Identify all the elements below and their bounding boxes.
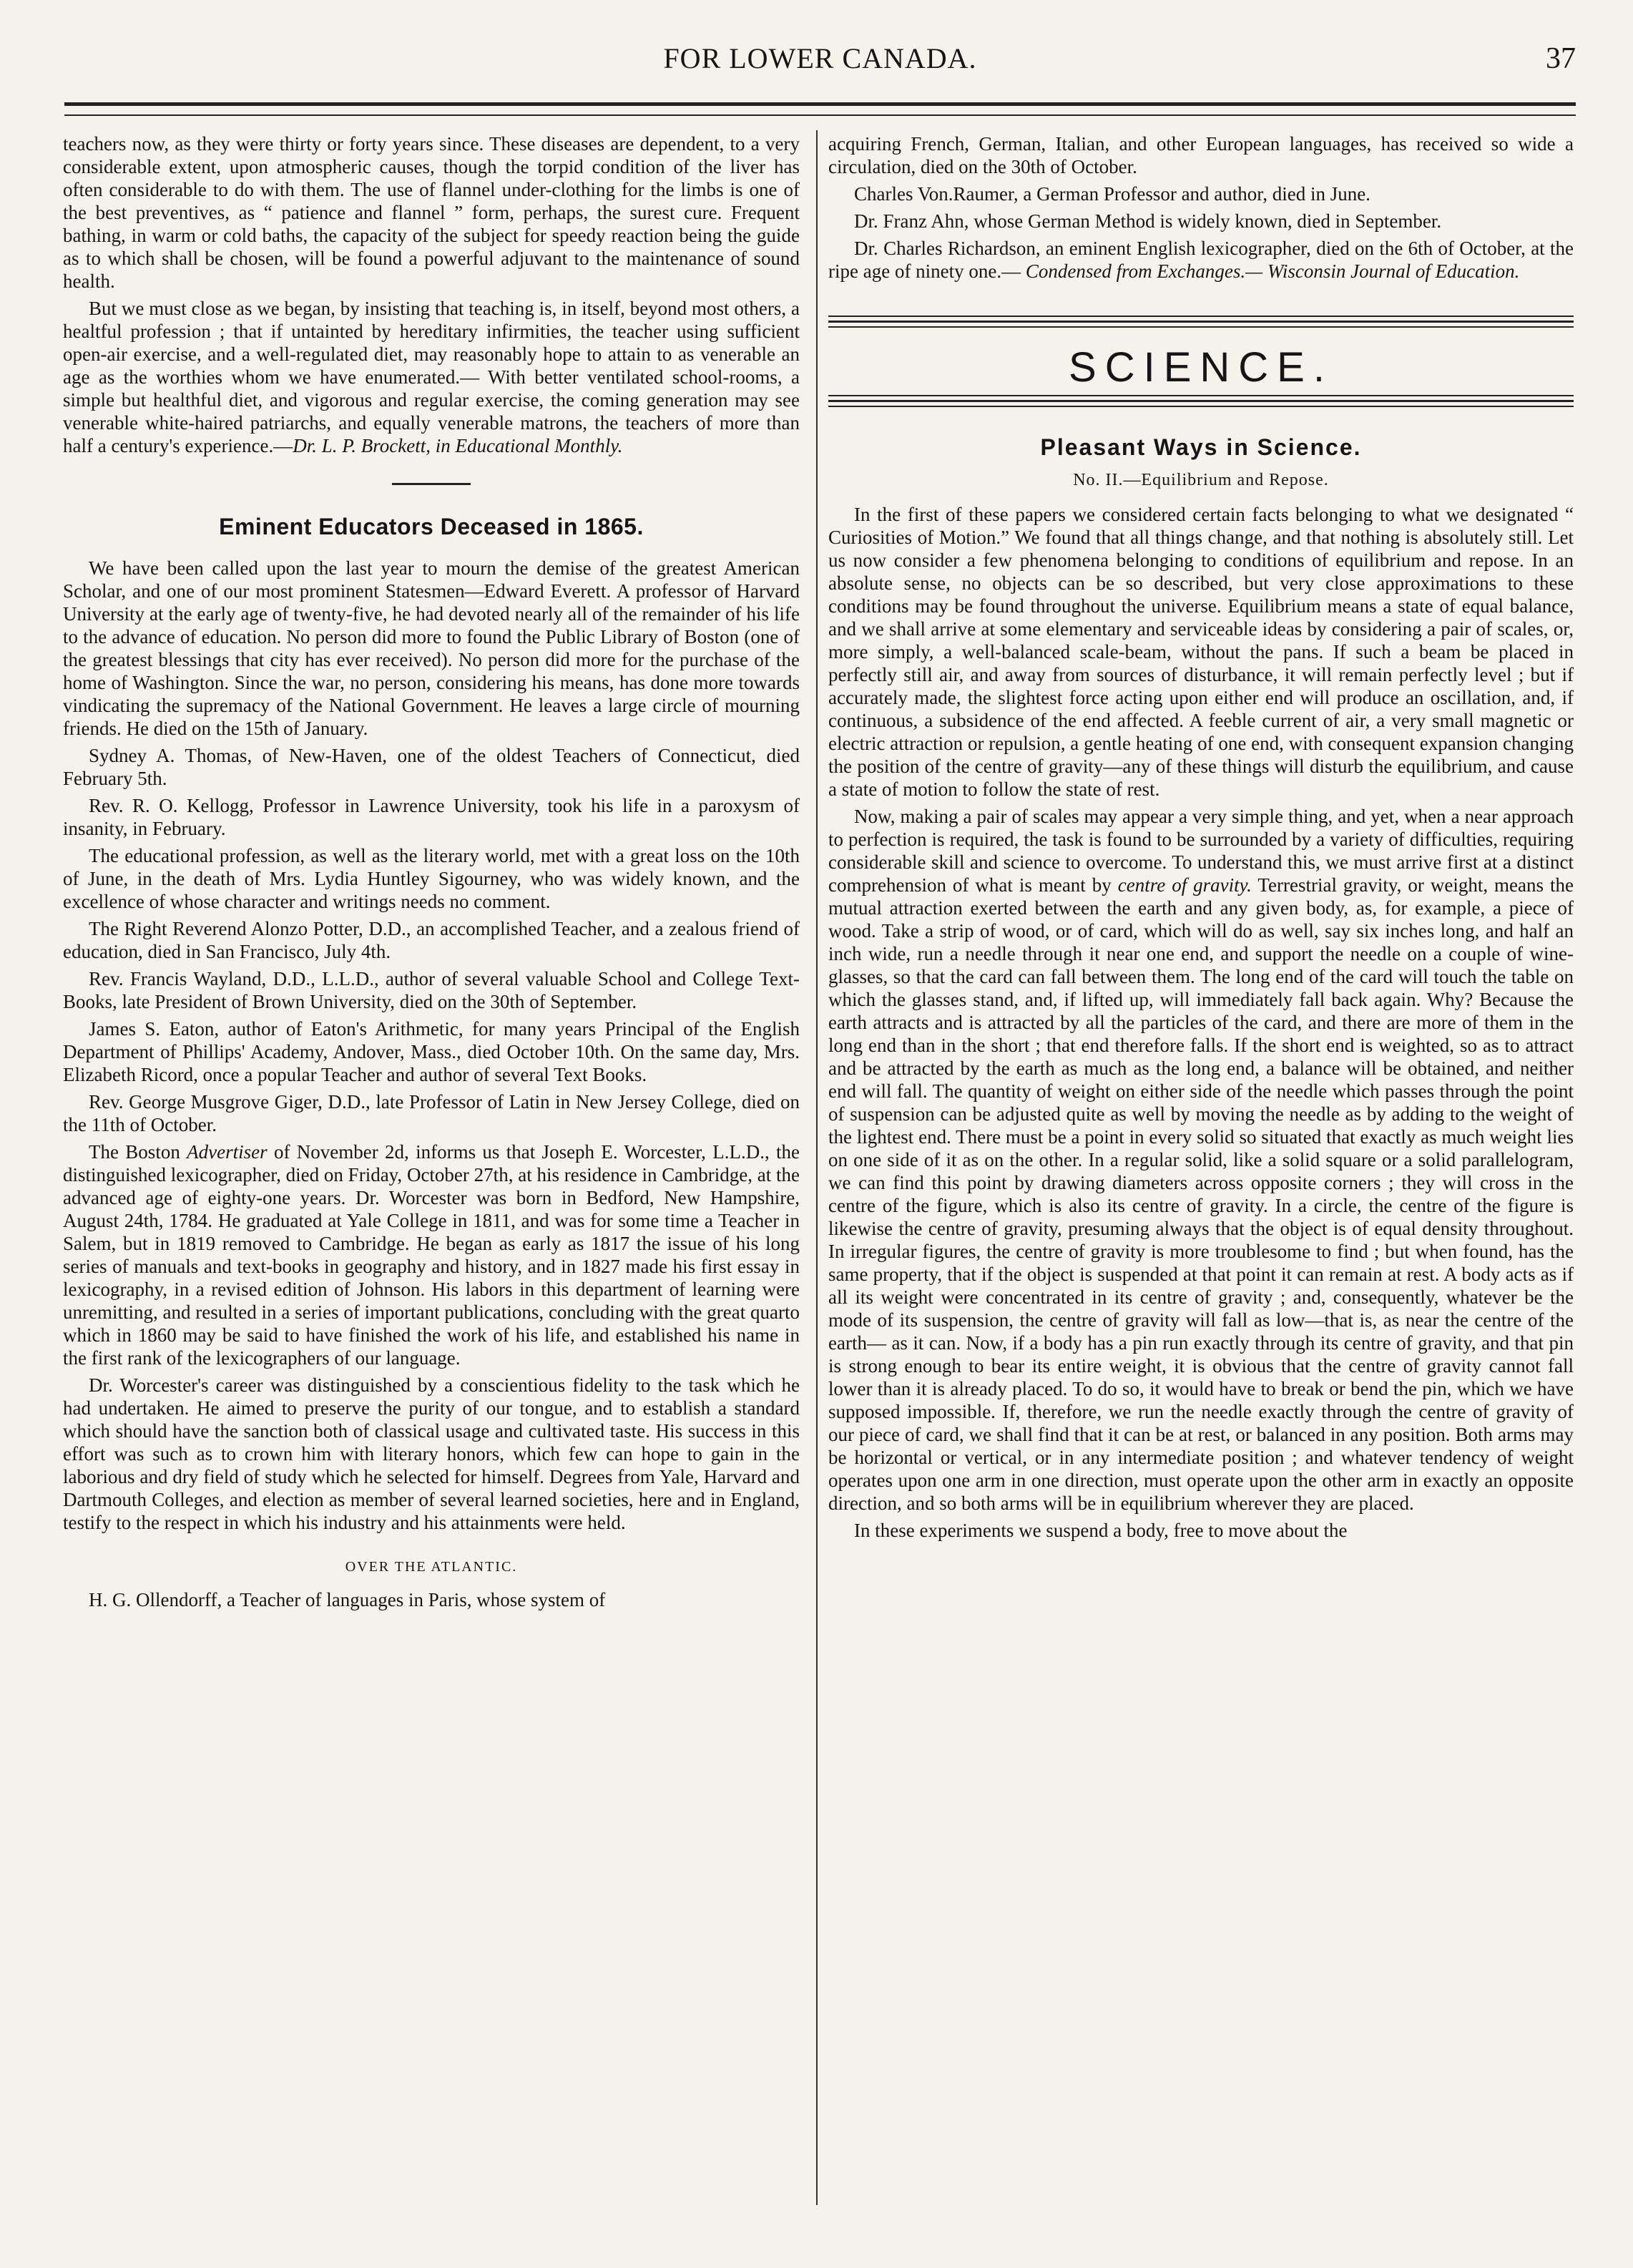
- science-banner: SCIENCE.: [1069, 344, 1333, 391]
- science-paragraph-3: In these experiments we suspend a body, free to move about the: [854, 1520, 1348, 1541]
- short-rule: [392, 483, 471, 485]
- right-column: [828, 132, 1574, 1546]
- header-rule-thick: [64, 102, 1576, 106]
- health-paragraph-1: teachers now, as they were thirty or forty years since. These diseases are dependent, to a very considerable extent, upon atmospheric causes, though the torpid condition of the liver has often considerable to do with them. The use of flannel under-clothing for the limbs is one of the best preventives, as “ patience and flannel ” form, perhaps, the surest cure. Frequent bathing, in warm or cold baths, the capacity of the subject for speedy reaction being the guide as to which shall be chosen, will be found a powerful adjuvant to the maintenance of sound health.: [63, 133, 800, 292]
- entry-wayland: Rev. Francis Wayland, D.D., L.L.D., author of several valuable School and College Text-Books, late President of Brown University, died on the 30th of September.: [63, 968, 800, 1012]
- entry-raumer: Charles Von.Raumer, a German Professor and author, died in June.: [854, 183, 1370, 205]
- entry-worcester: [63, 1140, 800, 1369]
- science-paragraph-2-b: Terrestrial gravity, or weight, means the mutual attraction exerted between the earth and any given body, as, for example, a piece of wood. Take a strip of wood, or of card, which will do as well, say six inches long, and half an inch wide, run a needle through it near one end, and support the needle on a couple of wine-glasses, so that the card can fall between them. The long end of the card will touch the table on which the glasses stand, and, if lifted up, will immediately fall back again. Why? Because the earth attracts and is attracted by all the particles of the card, and there are more of them in the long end than in the short ; that end therefore falls. If the short end is weighted, so as to attract and be attracted by the earth as much as the long end, a balance will be obtained, and neither end will fall. The quantity of weight on either side of the needle which passes through the point of suspension can be adjusted quite as well by moving the needle as by adding to the weight of the lightest end. There must be a point in every solid so situated that exactly as much weight lies on one side of it as on the other. In a regular solid, like a solid square or a solid parallelogram, we can find this point by drawing diameters across opposite corners ; they will cross in the centre of the figure, which is also its centre of gravity. In a circle, the centre of the figure is likewise the centre of gravity, presuming always that the object is of equal density throughout. In irregular figures, the centre of gravity is more troublesome to find ; but when found, has the same property, that if the object is suspended at that point it can remain at rest. A body acts as if all its weight were concentrated in its centre of gravity ; and, consequently, whatever be the mode of its suspension, the centre of gravity will fall as low—that is, as near the centre of the earth— as it can. Now, if a body has a pin run exactly through its centre of gravity, and that pin is strong enough to bear its entire weight, it is obvious that the centre of gravity cannot fall lower than it is already placed. To do so, it would have to break or bend the pin, which we have supposed impossible. If, therefore, we run the needle exactly through the centre of gravity of our piece of card, we shall find that it can be at rest, or balanced in any position. Both arms may be horizontal or vertical, or in any intermediate position ; and whatever tendency of weight operates upon one arm in one direction, must operate upon the other arm in exactly an opposite direction, and so both arms will be in equilibrium wherever they are placed.: [828, 874, 1574, 1514]
- entry-ahn: Dr. Franz Ahn, whose German Method is widely known, died in September.: [854, 210, 1442, 232]
- science-paragraph-2: [828, 805, 1574, 1515]
- health-paragraph-2-text: But we must close as we began, by insisting that teaching is, in itself, beyond most others, a healtful profession ; that if untainted by hereditary infirmities, the teacher using sufficient open-air exercise, and a well-regulated diet, may reasonably hope to attain to as venerable an age as the worthies whom we have enumerated.— With better ventilated school-rooms, a simple but healthful diet, and vigorous and regular exercise, the coming generation may see venerable white-haired patriarchs, and equally venerable matrons, the teachers of more than half a century's experience.—: [63, 298, 800, 456]
- entry-worcester-b: of November 2d, informs us that Joseph E. Worcester, L.L.D., the distinguished lexicographer, died on Friday, October 27th, at his residence in Cambridge, at the advanced age of eighty-one years. Dr. Worcester was born in Bedford, New Hampshire, August 24th, 1784. He graduated at Yale College in 1811, and was for some time a Teacher in Salem, but in 1819 removed to Cambridge. He began as early as 1817 the issue of his long series of manuals and text-books in geography and history, and in 1827 made his first essay in lexicography, in a revised edition of Johnson. His labors in this department of learning were unremitting, and resulted in a series of important publications, concluding with the great quarto which in 1860 may be said to have finished the work of his life, and established his name in the first rank of the lexicographers of our language.: [63, 1141, 800, 1369]
- decorative-rule-top: [828, 316, 1574, 328]
- article-subtitle: No. II.—Equilibrium and Repose.: [1073, 471, 1329, 489]
- article-title: Pleasant Ways in Science.: [1040, 434, 1362, 460]
- entry-everett: We have been called upon the last year to mourn the demise of the greatest American Scholar, and one of our most prominent Statesmen—Edward Everett. A professor of Harvard University at the early age of twenty-five, he had devoted nearly all of the remainder of his life to the advance of education. No person did more to found the Public Library of Boston (one of the greatest blessings that city has ever received). No person did more for the purchase of the home of Washington. Since the war, no person, considering his means, has done more towards vindicating the supremacy of the National Government. He leaves a large circle of mourning friends. He died on the 15th of January.: [63, 557, 800, 739]
- entry-worcester-italic: Advertiser: [187, 1141, 268, 1163]
- subhead-over-the-atlantic: OVER THE ATLANTIC.: [345, 1559, 518, 1575]
- entry-giger: Rev. George Musgrove Giger, D.D., late Professor of Latin in New Jersey College, died on the 11th of October.: [63, 1091, 800, 1135]
- entry-worcester-a: The Boston: [89, 1141, 187, 1163]
- decorative-rule-bottom: [828, 395, 1574, 407]
- entry-ollendorff: H. G. Ollendorff, a Teacher of languages in Paris, whose system of: [89, 1589, 606, 1610]
- column-divider: [816, 130, 818, 2205]
- running-head: FOR LOWER CANADA.: [663, 42, 977, 74]
- science-term-centre-of-gravity: centre of gravity.: [1117, 874, 1252, 896]
- entry-potter: The Right Reverend Alonzo Potter, D.D., an accomplished Teacher, and a zealous friend of education, died in San Francisco, July 4th.: [63, 918, 800, 962]
- page-header: [64, 41, 1576, 84]
- science-paragraph-2-a: Now, making a pair of scales may appear a very simple thing, and yet, when a near approach to perfection is required, the task is found to be surrounded by a variety of difficulties, requiring considerable skill and science to overcome. To understand this, we must arrive first at a distinct comprehension of what is meant by: [828, 806, 1574, 896]
- entry-thomas: Sydney A. Thomas, of New-Haven, one of the oldest Teachers of Connecticut, died February 5th.: [63, 745, 800, 789]
- entry-richardson-text: Dr. Charles Richardson, an eminent English lexicographer, died on the 6th of October, at the ripe age of ninety one.—: [828, 238, 1574, 282]
- science-paragraph-1: In the first of these papers we considered certain facts belonging to what we designated “ Curiosities of Motion.” We found that all things change, and that nothing is absolutely still. Let us now consider a few phenomena belonging to conditions of equilibrium and repose. In an absolute sense, no objects can be so described, but very close approximations to these conditions may be found throughout the universe. Equilibrium means a state of equal balance, and we shall arrive at some elementary and serviceable ideas by considering a pair of scales, or, more simply, a well-balanced scale-beam, without the pans. If such a beam be placed in perfectly still air, and away from sources of disturbance, it will remain perfectly level ; but if accurately made, the slightest force acting upon either end will produce an oscillation, and, if continuous, a subsidence of the end affected. A feeble current of air, a very small magnetic or electric attraction or repulsion, a gentle heating of one end, with consequent expansion changing the position of the centre of gravity—any of these things will disturb the equilibrium, and cause a state of motion to follow the state of rest.: [828, 504, 1574, 800]
- entry-richardson: [828, 237, 1574, 283]
- left-column: [63, 132, 800, 1616]
- page-number: 37: [1546, 42, 1576, 75]
- health-paragraph-2: [63, 297, 800, 457]
- health-source: Dr. L. P. Brockett, in Educational Monthly.: [293, 435, 623, 456]
- entry-ollendorff-cont: acquiring French, German, Italian, and other European languages, has received so wide a circulation, died on the 30th of October.: [828, 133, 1574, 177]
- educators-source: Condensed from Exchanges.— Wisconsin Journal of Education.: [1025, 260, 1520, 282]
- header-rule-thin: [64, 114, 1576, 116]
- entry-eaton: James S. Eaton, author of Eaton's Arithmetic, for many years Principal of the English Department of Phillips' Academy, Andover, Mass., died October 10th. On the same day, Mrs. Elizabeth Ricord, once a popular Teacher and author of several Text Books.: [63, 1018, 800, 1085]
- entry-sigourney: The educational profession, as well as the literary world, met with a great loss on the 10th of June, in the death of Mrs. Lydia Huntley Sigourney, who was widely known, and the excellence of whose character and writings needs no comment.: [63, 845, 800, 912]
- entry-kellogg: Rev. R. O. Kellogg, Professor in Lawrence University, took his life in a paroxysm of insanity, in February.: [63, 795, 800, 839]
- entry-worcester-career: Dr. Worcester's career was distinguished by a conscientious fidelity to the task which he had undertaken. He aimed to preserve the purity of our tongue, and to establish a standard which should have the sanction both of classical usage and cultivated taste. His success in this effort was such as to crown him with literary honors, which few can hope to gain in the laborious and dry field of study which he selected for himself. Degrees from Yale, Harvard and Dartmouth Colleges, and election as member of several learned societies, here and in England, testify to the respect in which his industry and his attainments were held.: [63, 1374, 800, 1533]
- section-title-eminent-educators: Eminent Educators Deceased in 1865.: [219, 514, 644, 539]
